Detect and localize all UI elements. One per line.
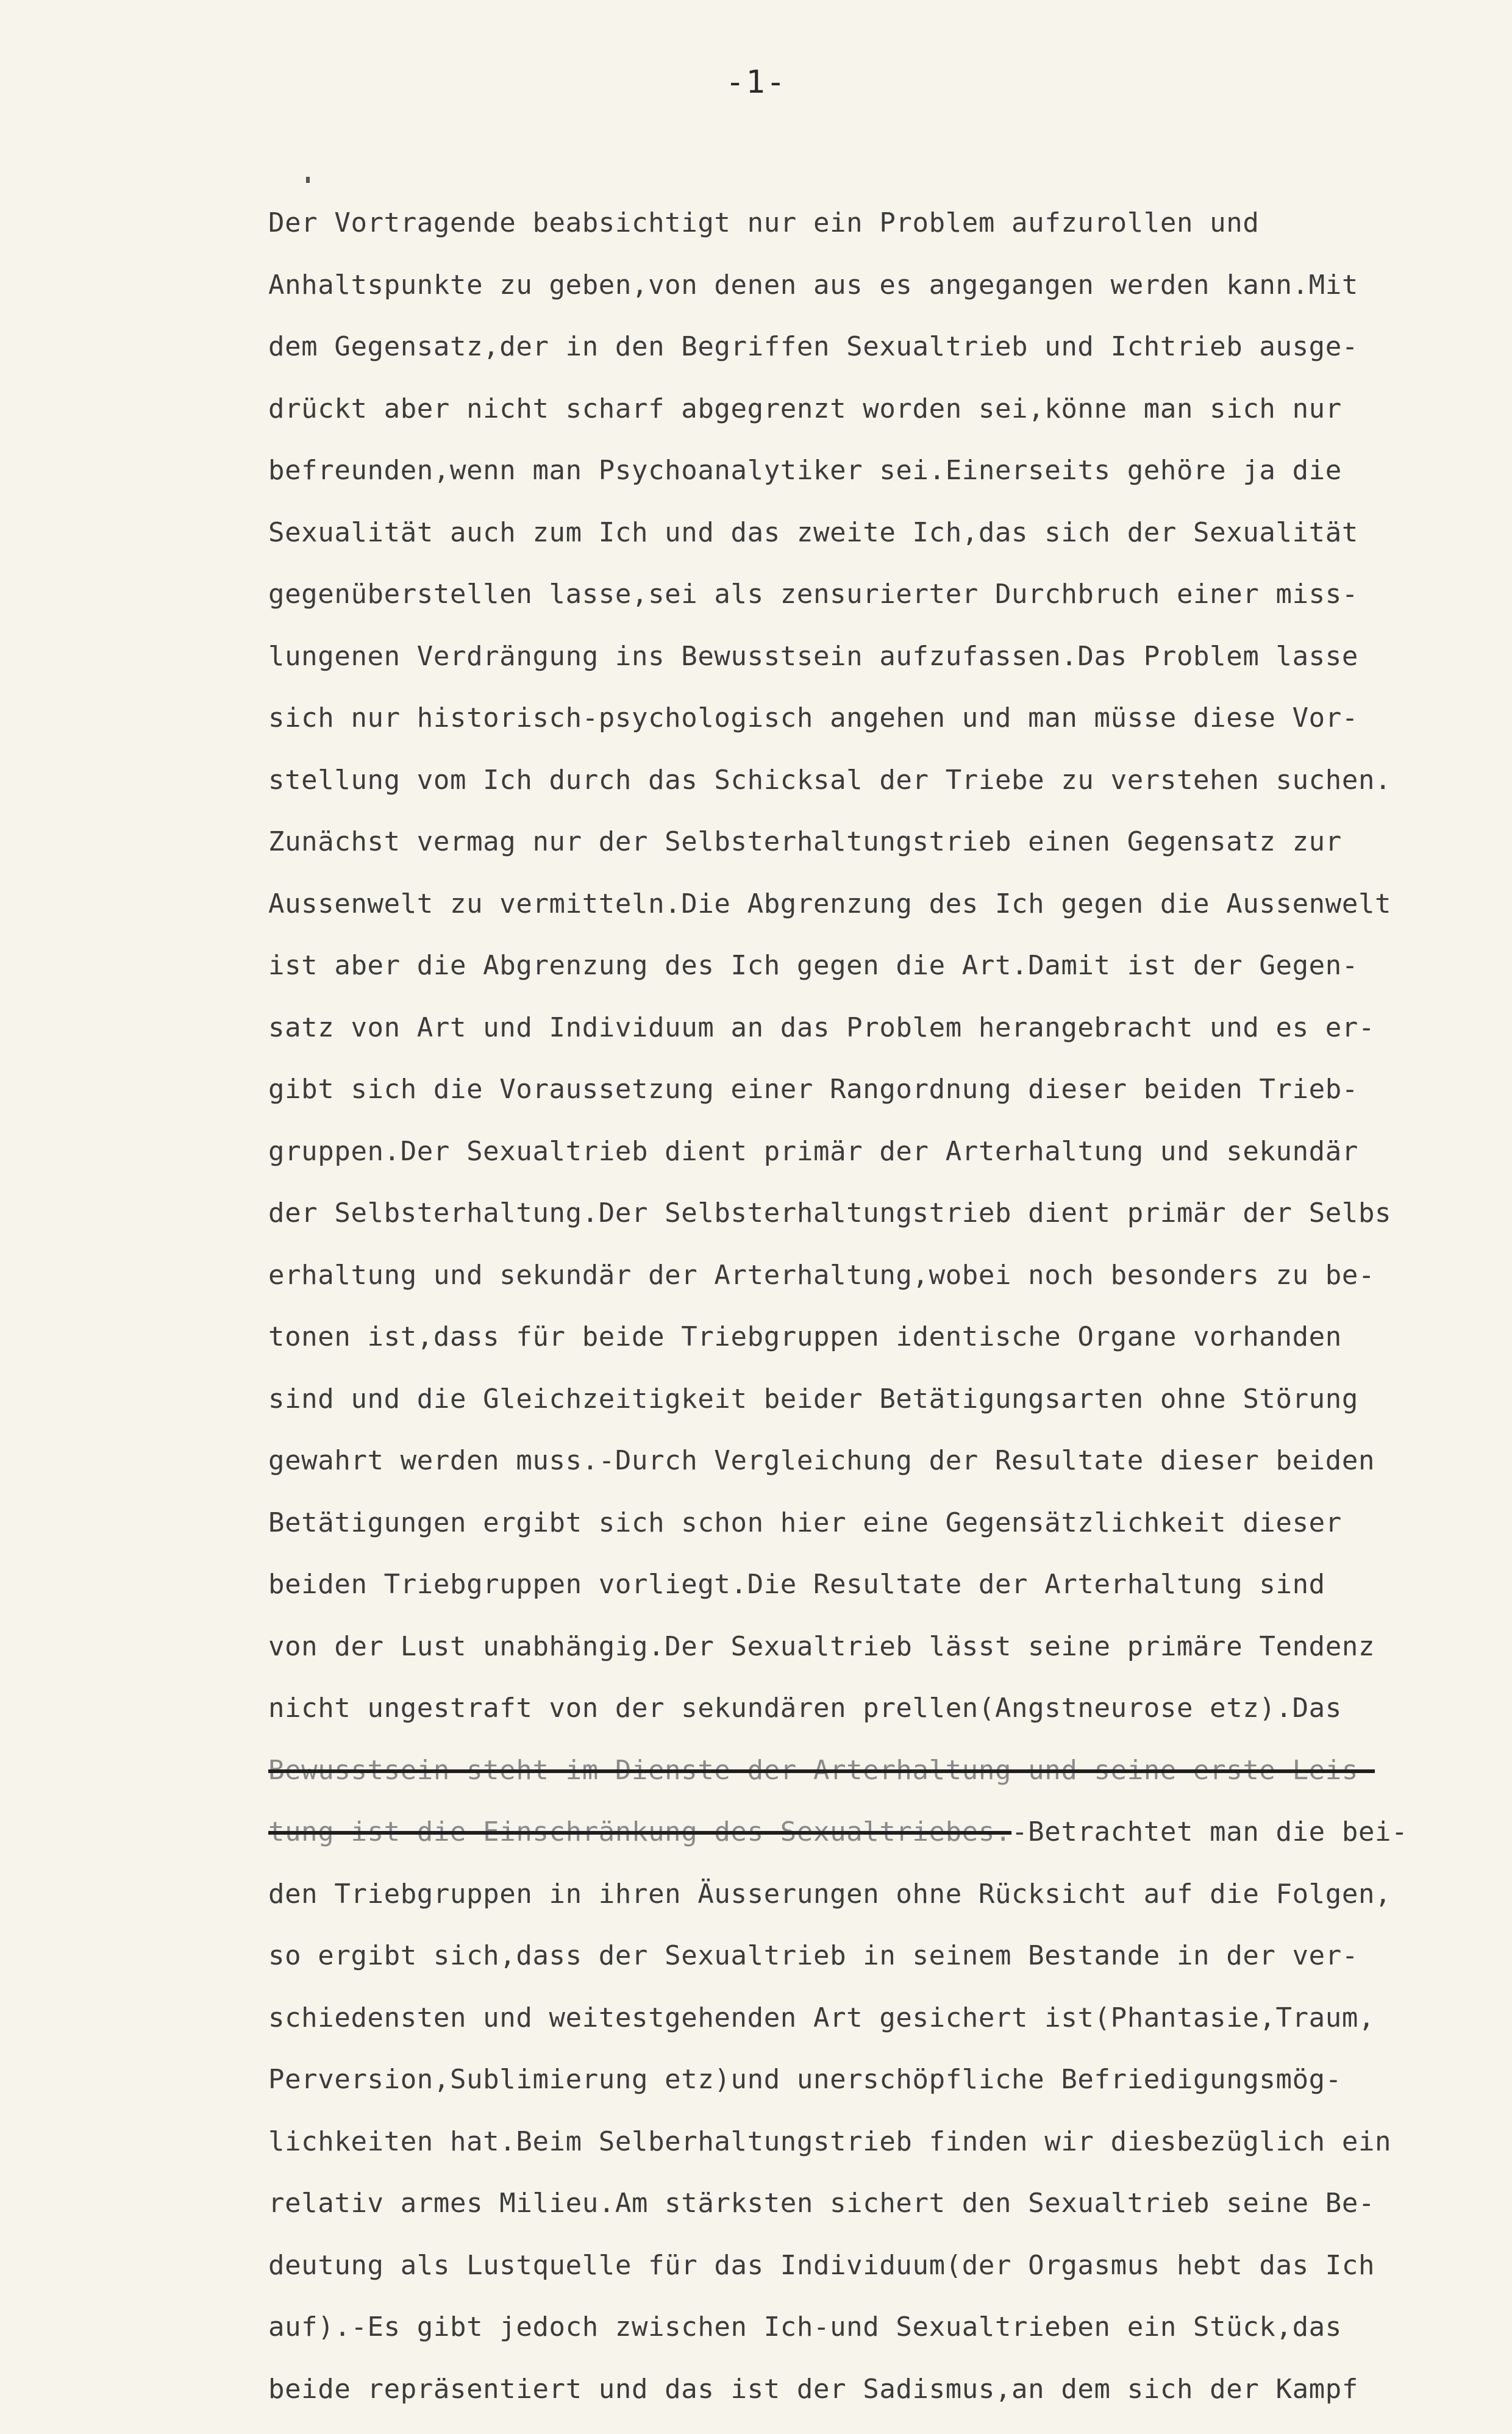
text-line: dem Gegensatz,der in den Begriffen Sexualtrieb und Ichtrieb ausge-	[268, 331, 1358, 362]
text-line: gewahrt werden muss.-Durch Vergleichung der Resultate dieser beiden	[268, 1445, 1375, 1476]
text-line: sind und die Gleichzeitigkeit beider Betätigungsarten ohne Störung	[268, 1383, 1358, 1415]
text-segment: -Betrachtet man die bei-	[1011, 1816, 1408, 1847]
text-line: gegenüberstellen lasse,sei als zensurierter Durchbruch einer miss-	[268, 579, 1358, 610]
page-number: -1-	[726, 64, 786, 101]
struck-text-line: Bewusstsein steht im Dienste der Arterhaltung und seine erste Leis-	[268, 1754, 1375, 1786]
text-line: gibt sich die Voraussetzung einer Rangordnung dieser beiden Trieb-	[268, 1074, 1358, 1105]
margin-mark	[306, 177, 310, 183]
text-line: schiedensten und weitestgehenden Art gesichert ist(Phantasie,Traum,	[268, 2002, 1375, 2033]
text-line: lichkeiten hat.Beim Selberhaltungstrieb finden wir diesbezüglich ein	[268, 2125, 1392, 2157]
text-line: von der Lust unabhängig.Der Sexualtrieb lässt seine primäre Tendenz	[268, 1630, 1375, 1662]
text-line: Zunächst vermag nur der Selbsterhaltungstrieb einen Gegensatz zur	[268, 826, 1342, 857]
text-line: den Triebgruppen in ihren Äusserungen ohne Rücksicht auf die Folgen,	[268, 1878, 1392, 1910]
struck-text-segment: tung ist die Einschränkung des Sexualtriebes.	[268, 1816, 1012, 1847]
text-line: der Selbsterhaltung.Der Selbsterhaltungstrieb dient primär der Selbs	[268, 1197, 1392, 1229]
text-line: erhaltung und sekundär der Arterhaltung,wobei noch besonders zu be-	[268, 1259, 1375, 1291]
text-line: deutung als Lustquelle für das Individuum(der Orgasmus hebt das Ich	[268, 2249, 1375, 2281]
text-line: tonen ist,dass für beide Triebgruppen identische Organe vorhanden	[268, 1321, 1342, 1352]
typed-body	[268, 192, 1500, 2420]
mixed-text-line	[268, 1801, 1500, 1863]
text-line: Sexualität auch zum Ich und das zweite Ich,das sich der Sexualität	[268, 516, 1358, 548]
text-line: drückt aber nicht scharf abgegrenzt worden sei,könne man sich nur	[268, 393, 1342, 424]
text-line: Perversion,Sublimierung etz)und unerschöpfliche Befriedigungsmög-	[268, 2064, 1342, 2095]
text-line: befreunden,wenn man Psychoanalytiker sei.Einerseits gehöre ja die	[268, 455, 1342, 486]
text-line: beide repräsentiert und das ist der Sadismus,an dem sich der Kampf	[268, 2373, 1358, 2405]
text-line: satz von Art und Individuum an das Problem herangebracht und es er-	[268, 1012, 1375, 1043]
text-line: Betätigungen ergibt sich schon hier eine Gegensätzlichkeit dieser	[268, 1507, 1342, 1538]
text-line: so ergibt sich,dass der Sexualtrieb in seinem Bestande in der ver-	[268, 1940, 1358, 1971]
text-line: lungenen Verdrängung ins Bewusstsein aufzufassen.Das Problem lasse	[268, 640, 1358, 672]
text-line: sich nur historisch-psychologisch angehen und man müsse diese Vor-	[268, 702, 1358, 733]
text-line: relativ armes Milieu.Am stärksten sichert den Sexualtrieb seine Be-	[268, 2188, 1375, 2219]
text-line: Der Vortragende beabsichtigt nur ein Problem aufzurollen und	[268, 207, 1260, 238]
text-line: Aussenwelt zu vermitteln.Die Abgrenzung des Ich gegen die Aussenwelt	[268, 888, 1392, 919]
text-line: stellung vom Ich durch das Schicksal der Triebe zu verstehen suchen.	[268, 764, 1392, 796]
text-line: auf).-Es gibt jedoch zwischen Ich-und Sexualtrieben ein Stück,das	[268, 2311, 1342, 2343]
text-line: ist aber die Abgrenzung des Ich gegen die Art.Damit ist der Gegen-	[268, 950, 1358, 981]
text-line: nicht ungestraft von der sekundären prellen(Angstneurose etz).Das	[268, 1693, 1342, 1724]
text-line: Anhaltspunkte zu geben,von denen aus es angegangen werden kann.Mit	[268, 269, 1358, 301]
text-line: gruppen.Der Sexualtrieb dient primär der Arterhaltung und sekundär	[268, 1135, 1358, 1167]
text-line: beiden Triebgruppen vorliegt.Die Resultate der Arterhaltung sind	[268, 1569, 1325, 1600]
